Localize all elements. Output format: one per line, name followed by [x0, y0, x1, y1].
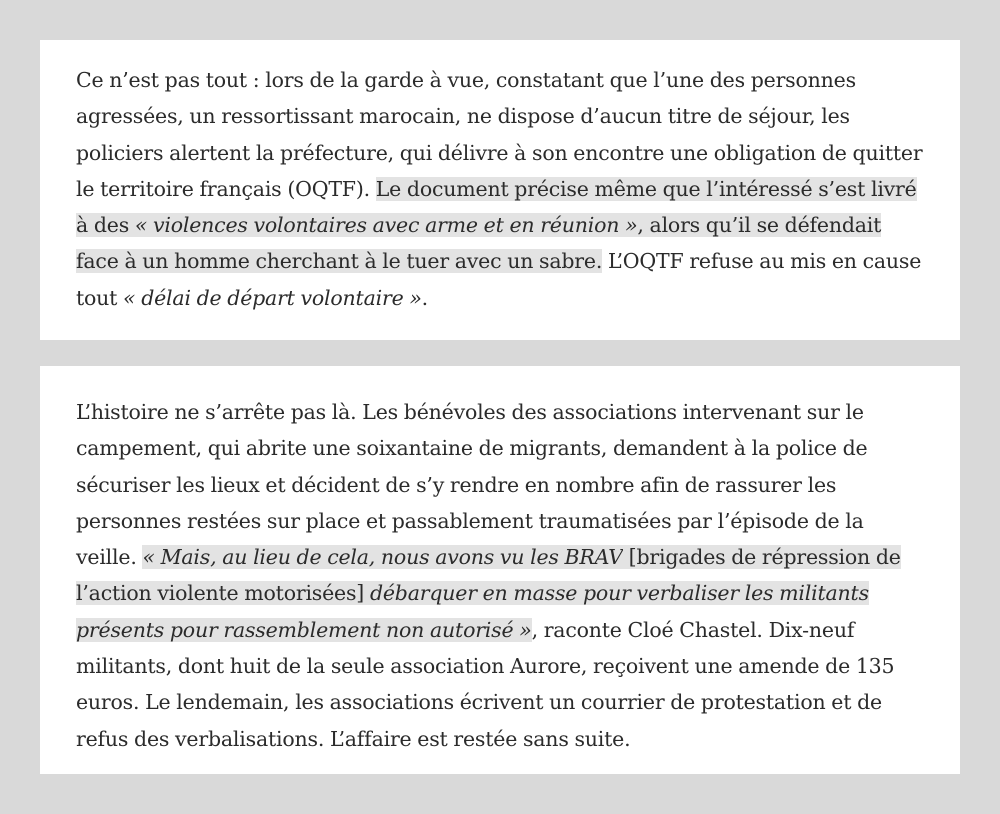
quote-segment: « délai de départ volontaire »: [123, 285, 422, 310]
highlighted-quote: « violences volontaires avec arme et en réunion »: [134, 213, 638, 238]
article-paragraph-1: [76, 62, 924, 316]
article-card-2: [40, 366, 960, 774]
text-segment: L’histoire ne s’arrête pas là. Les bénévoles des associations intervenant sur le campement, qui abrite une soixantaine de migrants, demandent à la police de sécuriser les lieux et décident de s’y rendre en nombre afin de rassurer les personnes restées sur place et passablement traumatisées par l’épisode de la veille.: [76, 400, 868, 570]
text-segment: Ce n’est pas tout : lors de la garde à vue, constatant que l’une des personnes agressées, un ressortissant marocain, ne dispose d’aucun titre de séjour, les policiers alertent la préfecture, qui délivre à son encontre une obligation de quitter le territoire français (OQTF).: [76, 68, 923, 201]
text-segment: , raconte Cloé Chastel. Dix-neuf militants, dont huit de la seule association Aurore, reçoivent une amende de 135 euros. Le lendemain, les associations écrivent un courrier de protestation et de refus des verbalisations. L’affaire est restée sans suite.: [76, 617, 895, 751]
highlighted-text: , alors qu’il se défendait face à un homme cherchant à le tuer avec un sabre.: [76, 213, 882, 274]
highlighted-quote: « Mais, au lieu de cela, nous avons vu les BRAV: [142, 545, 623, 570]
highlighted-text: [brigades de répression de l’action violente motorisées]: [76, 545, 901, 606]
text-segment: .: [421, 285, 428, 310]
highlighted-text: Le document précise même que l’intéressé s’est livré à des: [76, 176, 917, 238]
highlighted-quote: débarquer en masse pour verbaliser les militants présents pour rassemblement non autorisé »: [76, 581, 869, 642]
article-card-1: [40, 40, 960, 340]
text-segment: L’OQTF refuse au mis en cause tout: [76, 249, 922, 310]
article-paragraph-2: [76, 394, 924, 757]
